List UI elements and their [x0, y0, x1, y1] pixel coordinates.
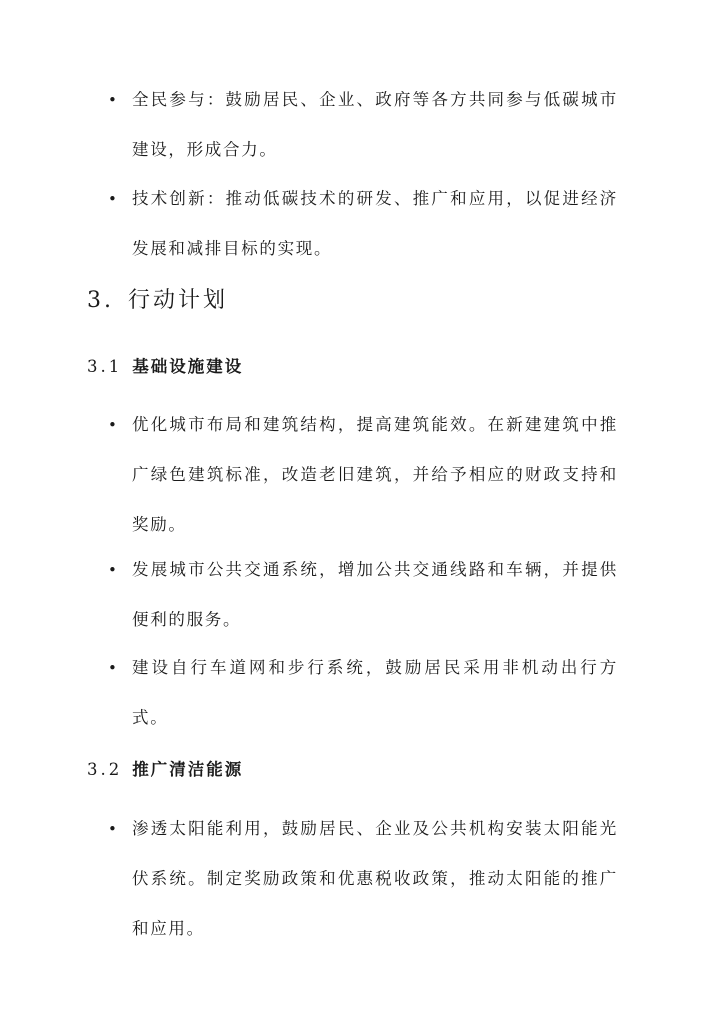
subsection-title: 推广清洁能源	[132, 760, 244, 779]
list-item-text: 全民参与：鼓励居民、企业、政府等各方共同参与低碳城市建设，形成合力。	[132, 90, 618, 159]
list-item-text: 优化城市布局和建筑结构，提高建筑能效。在新建建筑中推广绿色建筑标准，改造老旧建筑，并给予相应的财政支持和奖励。	[132, 415, 618, 534]
list-item-text: 渗透太阳能利用，鼓励居民、企业及公共机构安装太阳能光伏系统。制定奖励政策和优惠税收政策，推动太阳能的推广和应用。	[132, 819, 618, 938]
bullet-icon: •	[108, 820, 117, 838]
bullet-icon: •	[108, 416, 117, 434]
list-item	[108, 643, 618, 743]
subsection-number: 3.2	[87, 760, 123, 779]
list-item	[108, 545, 618, 645]
bullet-icon: •	[108, 659, 117, 677]
section-title: 行动计划	[128, 288, 229, 313]
bullet-icon: •	[108, 561, 117, 579]
list-item-text: 发展城市公共交通系统，增加公共交通线路和车辆，并提供便利的服务。	[132, 560, 618, 629]
list-item	[108, 75, 618, 175]
list-item	[108, 174, 618, 274]
bullet-icon: •	[108, 190, 117, 208]
bullet-icon: •	[108, 91, 117, 109]
subsection-number: 3.1	[87, 357, 123, 376]
subsection-heading	[87, 757, 243, 783]
section-heading	[87, 286, 228, 316]
list-item	[108, 804, 618, 954]
list-item-text: 技术创新：推动低碳技术的研发、推广和应用，以促进经济发展和减排目标的实现。	[132, 189, 618, 258]
list-item	[108, 400, 618, 550]
section-number: 3.	[87, 288, 114, 313]
list-item-text: 建设自行车道网和步行系统，鼓励居民采用非机动出行方式。	[132, 658, 618, 727]
subsection-heading	[87, 354, 243, 380]
subsection-title: 基础设施建设	[132, 357, 244, 376]
